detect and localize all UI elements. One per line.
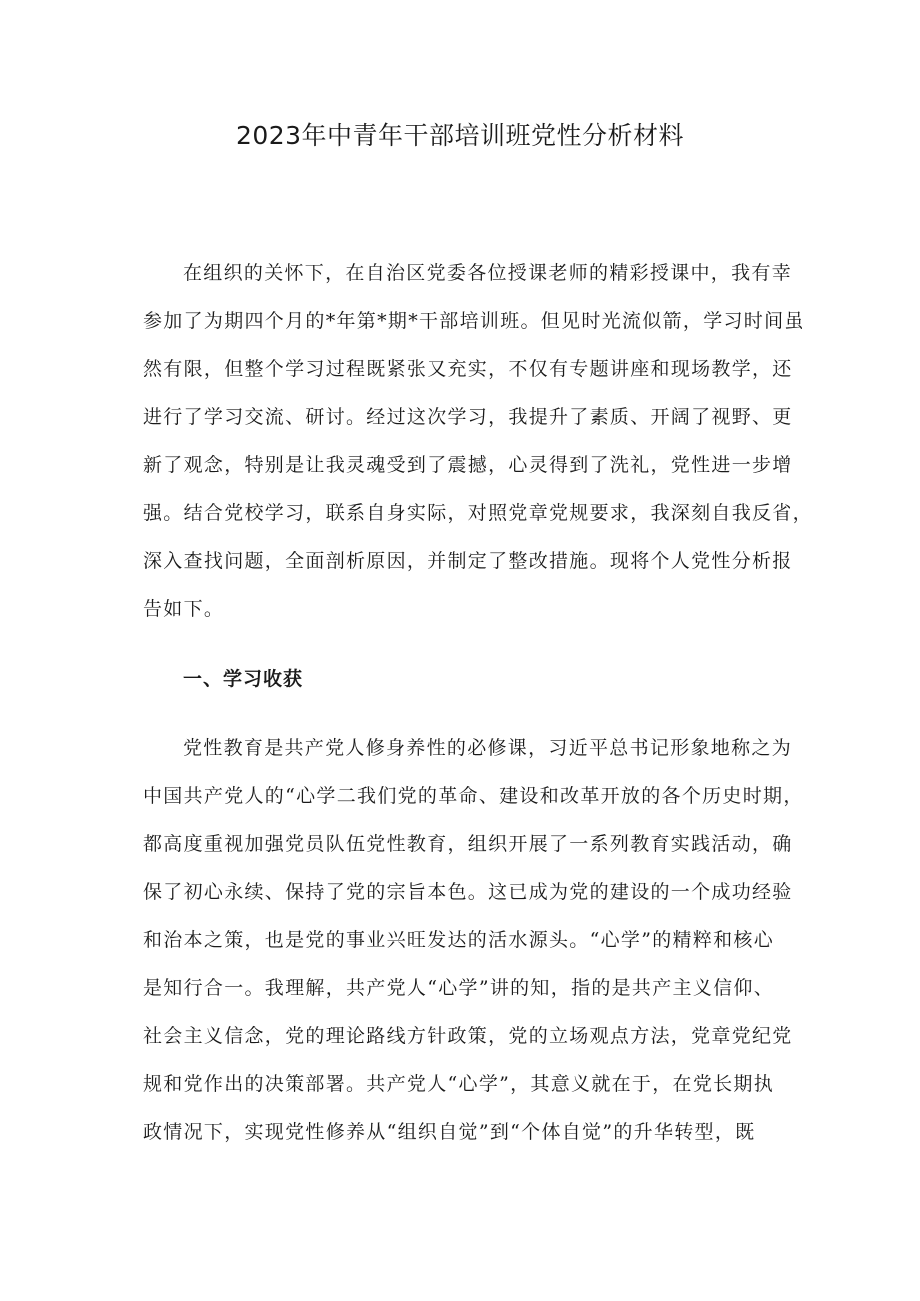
paragraph-line: 都高度重视加强党员队伍党性教育，组织开展了一系列教育实践活动，确 (143, 833, 793, 855)
paragraph-line: 强。结合党校学习，联系自身实际，对照党章党规要求，我深刻自我反省， (143, 502, 813, 524)
paragraph-line: 告如下。 (143, 598, 225, 620)
paragraph-line: 新了观念，特别是让我灵魂受到了震撼，心灵得到了洗礼，党性进一步增 (143, 454, 793, 476)
paragraph-line: 党性教育是共产党人修身养性的必修课，习近平总书记形象地称之为 (183, 737, 793, 759)
paragraph-line: 深入查找问题，全面剖析原因，并制定了整改措施。现将个人党性分析报 (143, 550, 793, 572)
document-title: 2023年中青年干部培训班党性分析材料 (235, 121, 685, 150)
paragraph-line: 在组织的关怀下，在自治区党委各位授课老师的精彩授课中，我有幸 (183, 262, 793, 284)
paragraph-line: 政情况下，实现党性修养从“组织自觉”到“个体自觉”的升华转型，既 (143, 1121, 756, 1143)
paragraph-line: 然有限，但整个学习过程既紧张又充实，不仅有专题讲座和现场教学，还 (143, 358, 793, 380)
paragraph-line: 是知行合一。我理解，共产党人“心学”讲的知，指的是共产主义信仰、 (143, 977, 775, 999)
paragraph-line: 规和党作出的决策部署。共产党人“心学”，其意义就在于，在党长期执 (143, 1073, 775, 1095)
paragraph-line: 参加了为期四个月的*年第*期*干部培训班。但见时光流似箭，学习时间虽 (143, 310, 805, 332)
paragraph-line: 中国共产党人的“心学二我们党的革命、建设和改革开放的各个历史时期， (143, 785, 804, 807)
paragraph-line: 保了初心永续、保持了党的宗旨本色。这已成为党的建设的一个成功经验 (143, 881, 793, 903)
paragraph-line: 社会主义信念，党的理论路线方针政策，党的立场观点方法，党章党纪党 (143, 1025, 793, 1047)
paragraph-line: 和治本之策，也是党的事业兴旺发达的活水源头。“心学”的精粹和核心 (143, 929, 775, 951)
paragraph-line: 进行了学习交流、研讨。经过这次学习，我提升了素质、开阔了视野、更 (143, 406, 793, 428)
section-heading: 一、学习收获 (183, 668, 304, 690)
